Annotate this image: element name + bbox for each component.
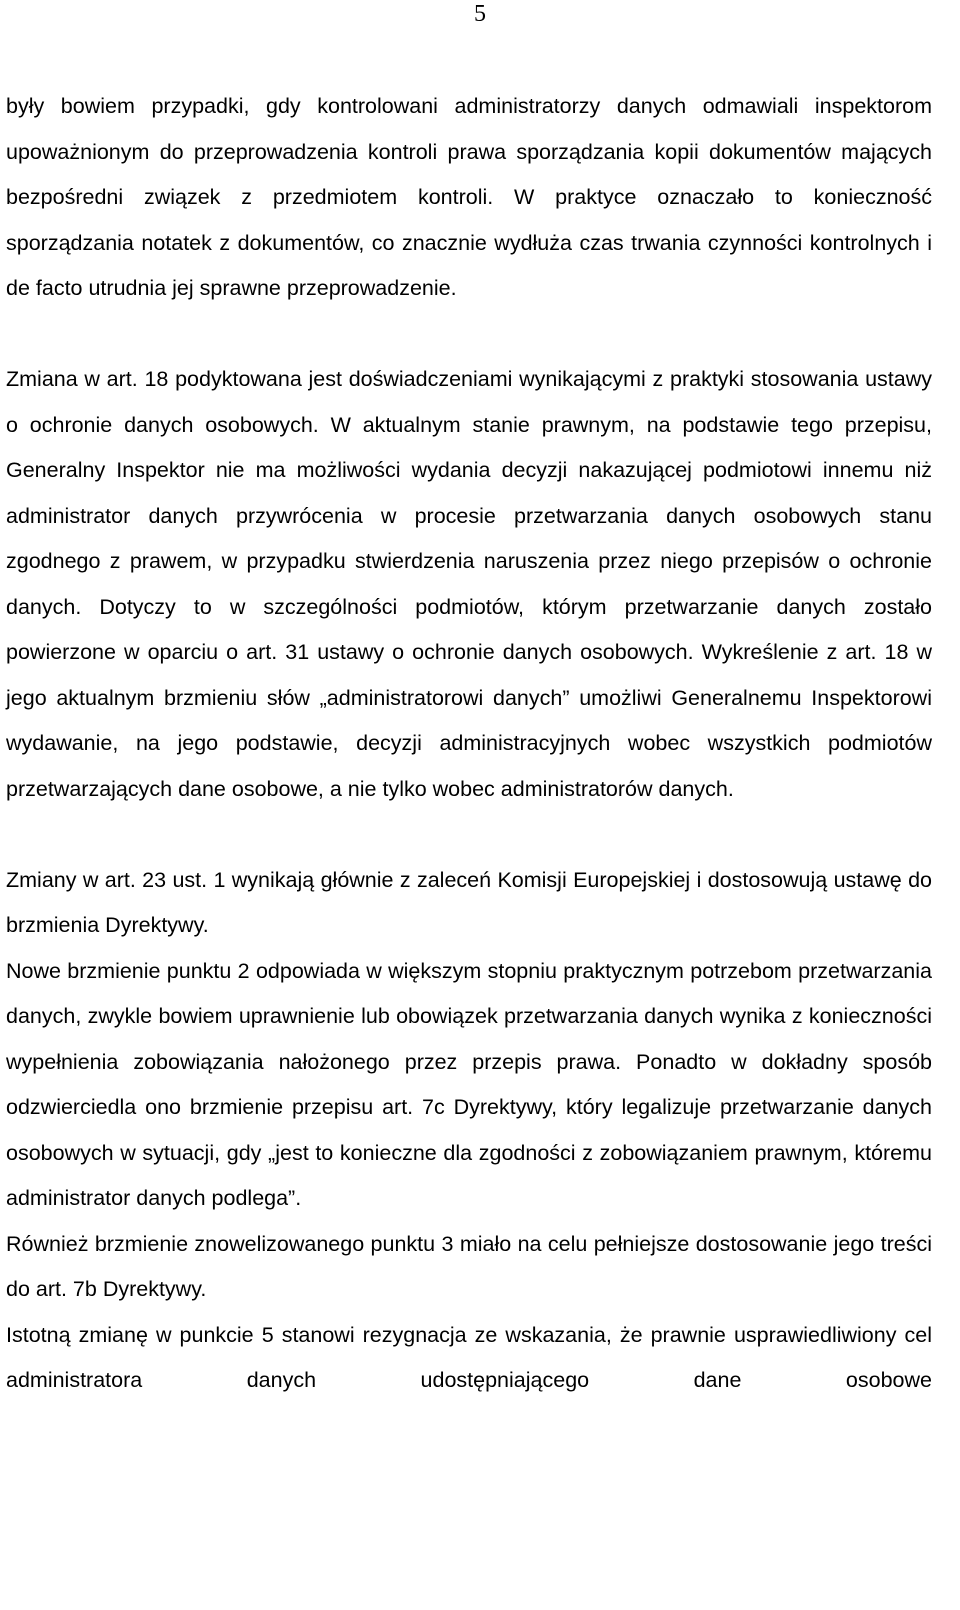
paragraph-gap: [6, 312, 932, 358]
paragraph-art-23: Zmiany w art. 23 ust. 1 wynikają głównie z zaleceń Komisji Europejskiej i dostosowują ustawę do brzmienia Dyrektywy.: [6, 867, 932, 937]
paragraph-inspection-copies: były bowiem przypadki, gdy kontrolowani administratorzy danych odmawiali inspektorom upoważnionym do przeprowadzenia kontroli prawa sporządzania kopii dokumentów mających bezpośredni związek z przedmiotem kontroli. W praktyce oznaczało to konieczność sporządzania notatek z dokumentów, co znacznie wydłuża czas trwania czynności kontrolnych i de facto utrudnia jej sprawne przeprowadzenie.: [6, 94, 932, 300]
paragraph-gap: [6, 812, 932, 858]
document-body: [6, 84, 932, 1404]
paragraph-point-3: Również brzmienie znowelizowanego punktu 3 miało na celu pełniejsze dostosowanie jego treści do art. 7b Dyrektywy.: [6, 1231, 932, 1301]
paragraph-point-5: Istotną zmianę w punkcie 5 stanowi rezygnacja ze wskazania, że prawnie usprawiedliwiony cel administratora danych udostępniającego dane osobowe: [6, 1322, 932, 1392]
paragraph-art-18: Zmiana w art. 18 podyktowana jest doświadczeniami wynikającymi z praktyki stosowania ustawy o ochronie danych osobowych. W aktualnym stanie prawnym, na podstawie tego przepisu, Generalny Inspektor nie ma możliwości wydania decyzji nakazującej podmiotowi innemu niż administrator danych przywrócenia w procesie przetwarzania danych osobowych stanu zgodnego z prawem, w przypadku stwierdzenia naruszenia przez niego przepisów o ochronie danych. Dotyczy to w szczególności podmiotów, którym przetwarzanie danych zostało powierzone w oparciu o art. 31 ustawy o ochronie danych osobowych. Wykreślenie z art. 18 w jego aktualnym brzmieniu słów „administratorowi danych” umożliwi Generalnemu Inspektorowi wydawanie, na jego podstawie, decyzji administracyjnych wobec wszystkich podmiotów przetwarzających dane osobowe, a nie tylko wobec administratorów danych.: [6, 367, 932, 801]
page-number: 5: [474, 1, 486, 27]
paragraph-point-2: Nowe brzmienie punktu 2 odpowiada w większym stopniu praktycznym potrzebom przetwarzania danych, zwykle bowiem uprawnienie lub obowiązek przetwarzania danych wynika z konieczności wypełnienia zobowiązania nałożonego przez przepis prawa. Ponadto w dokładny sposób odzwierciedla ono brzmienie przepisu art. 7c Dyrektywy, który legalizuje przetwarzanie danych osobowych w sytuacji, gdy „jest to konieczne dla zgodności z zobowiązaniem prawnym, któremu administrator danych podlega”.: [6, 958, 932, 1210]
